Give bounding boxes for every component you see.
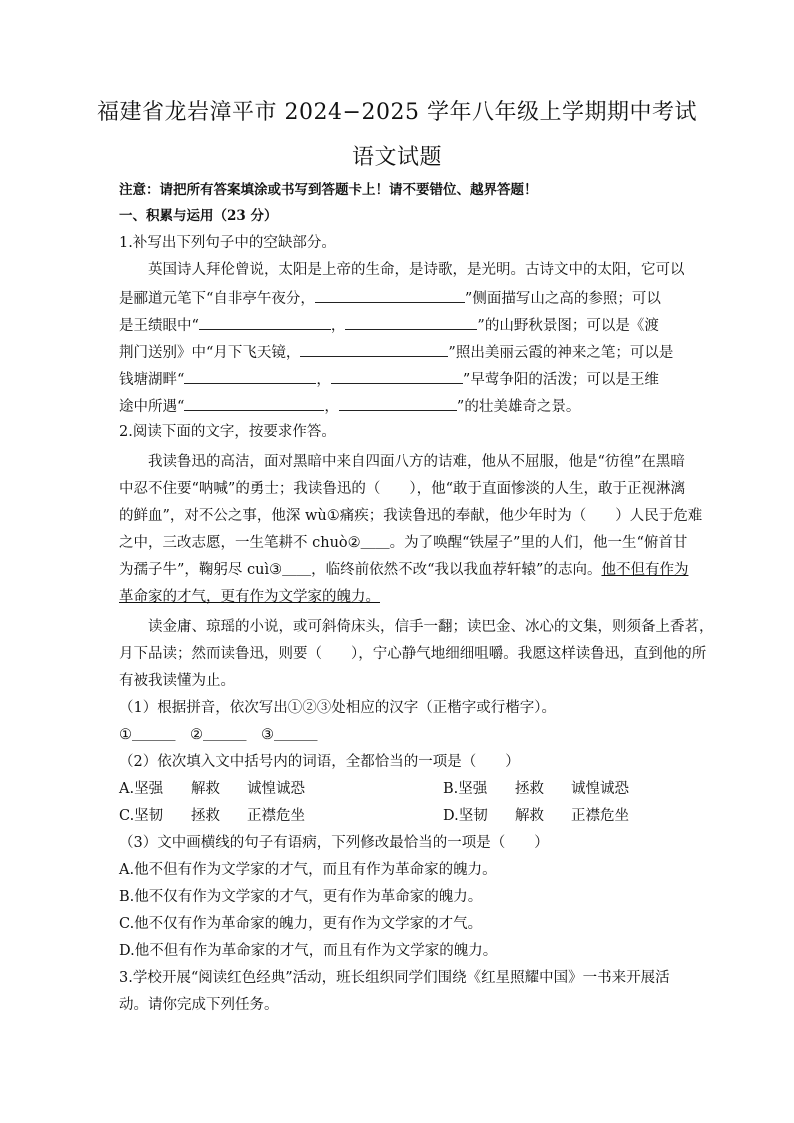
option-word: 拯救	[515, 781, 544, 797]
answer-blank[interactable]	[345, 314, 477, 330]
q2-paragraph2-line: 月下品读；然而读鲁迅，则要（ ），宁心静气地细细咀嚼。我愿这样读鲁迅，直到他的所	[119, 646, 707, 662]
q1-line6	[119, 395, 679, 417]
q1-text: 钱塘湖畔“	[119, 372, 185, 388]
option-word: 诚惶诚恐	[571, 781, 629, 797]
exam-subtitle: 语文试题	[351, 145, 442, 170]
answer-blank[interactable]	[184, 395, 324, 411]
q2-paragraph2-line: 有被我读懂为止。	[119, 673, 235, 689]
q2-paragraph1-line: 的鲜血”，对不公之事，他深 wù①痛疾；我读鲁迅的奉献，他少年时为（ ）人民于危难	[119, 508, 703, 524]
q2-sub1: （1）根据拼音，依次写出①②③处相应的汉字（正楷字或行楷字）。	[119, 700, 556, 716]
q1-line5	[119, 368, 679, 390]
answer-blank[interactable]	[315, 287, 465, 303]
q1-text: ，	[324, 399, 339, 415]
q1-text: ”的壮美雄奇之景。	[456, 399, 581, 415]
underlined-sentence: 革命家的才气，更有作为文学家的魄力。	[119, 589, 380, 605]
notice: 注意：请把所有答案填涂或书写到答题卡上！请不要错位、越界答题！	[119, 182, 538, 198]
q1-stem: 1.补写出下列句子中的空缺部分。	[119, 235, 336, 251]
option-a[interactable]: A.他不但有作为文学家的才气，而且有作为革命家的魄力。	[119, 862, 497, 878]
q1-text: ，	[316, 372, 331, 388]
option-b[interactable]: B.他不仅有作为文学家的才气，更有作为革命家的魄力。	[119, 889, 483, 905]
q1-line2	[119, 287, 679, 309]
option-word: D.坚韧	[443, 808, 488, 824]
q1-line3	[119, 314, 679, 336]
answer-blank[interactable]	[300, 341, 448, 357]
q1-text: 荆门送别》中“月下飞天镜，	[119, 345, 301, 361]
option-word: C.坚韧	[119, 808, 164, 824]
q1-text: ”的山野秋景图；可以是《渡	[477, 318, 659, 334]
q1-text: ”照出美丽云霞的神来之笔；可以是	[448, 345, 674, 361]
q2-stem: 2.阅读下面的文字，按要求作答。	[119, 424, 336, 440]
underlined-sentence: 他不但有作为	[601, 562, 689, 578]
exam-title: 福建省龙岩漳平市 2024−2025 学年八年级上学期期中考试	[97, 100, 697, 125]
option-word: 拯救	[191, 808, 220, 824]
option-a[interactable]	[119, 779, 305, 799]
q1-text: ”侧面描写山之高的参照；可以	[464, 291, 661, 307]
q1-text: ，	[330, 318, 346, 334]
q2-paragraph1-line: 我读鲁迅的高洁，面对黑暗中来自四面八方的诘难，他从不屈服，他是“彷徨”在黑暗	[148, 454, 685, 470]
answer-blank[interactable]	[199, 314, 331, 330]
q2-text: 为孺子牛”，鞠躬尽 cuì③＿＿，临终前依然不改“我以我血荐轩辕”的志向。	[119, 562, 602, 578]
answer-blank[interactable]	[184, 368, 316, 384]
option-c[interactable]: C.他不仅有作为革命家的魄力，更有作为文学家的才气。	[119, 916, 483, 932]
q3-line1: 3.学校开展“阅读红色经典”活动，班长组织同学们围绕《红星照耀中国》一书来开展活	[119, 970, 670, 986]
q2-paragraph2-line: 读金庸、琼瑶的小说，或可斜倚床头，信手一翻；读巴金、冰心的文集，则须备上香茗，	[148, 619, 714, 635]
q2-sub1-answers[interactable]: ①＿＿＿ ②＿＿＿ ③＿＿＿	[119, 727, 318, 743]
q2-sub2: （2）依次填入文中括号内的词语，全都恰当的一项是（ ）	[119, 754, 520, 770]
q2-sub3: （3）文中画横线的句子有语病，下列修改最恰当的一项是（ ）	[119, 835, 549, 851]
q1-text: ”早莺争阳的活泼；可以是王维	[462, 372, 659, 388]
option-word: A.坚强	[119, 781, 164, 797]
q2-paragraph1-line: 中忍不住要“呐喊”的勇士；我读鲁迅的（ ），他“敢于直面惨淡的人生，敢于正视淋漓	[119, 481, 685, 497]
answer-blank[interactable]	[339, 395, 457, 411]
option-d[interactable]: D.他不但有作为革命家的才气，而且有作为文学家的魄力。	[119, 943, 498, 959]
q1-line1: 英国诗人拜伦曾说，太阳是上帝的生命，是诗歌，是光明。古诗文中的太阳，它可以	[148, 262, 685, 278]
option-word: 解救	[515, 808, 544, 824]
q1-text: 是郦道元笔下“自非亭午夜分，	[119, 291, 315, 307]
option-word: B.坚强	[443, 781, 488, 797]
q2-paragraph1-line	[119, 560, 689, 580]
q1-text: 是王绩眼中“	[119, 318, 199, 334]
option-word: 正襟危坐	[247, 808, 305, 824]
option-word: 诚惶诚恐	[247, 781, 305, 797]
option-b[interactable]	[443, 779, 629, 799]
option-word: 解救	[191, 781, 220, 797]
q2-paragraph1-line	[119, 587, 679, 607]
q3-line2: 动。请你完成下列任务。	[119, 997, 279, 1013]
answer-blank[interactable]	[331, 368, 463, 384]
q1-text: 途中所遇“	[119, 399, 185, 415]
option-word: 正襟危坐	[571, 808, 629, 824]
section-heading: 一、积累与运用（23 分）	[119, 208, 278, 224]
q1-line4	[119, 341, 679, 363]
q2-paragraph1-line: 之中，三改志愿，一生笔耕不 chuò②＿＿。为了唤醒“铁屋子”里的人们，他一生“俯首甘	[119, 535, 688, 551]
option-c[interactable]	[119, 806, 305, 826]
option-d[interactable]	[443, 806, 629, 826]
